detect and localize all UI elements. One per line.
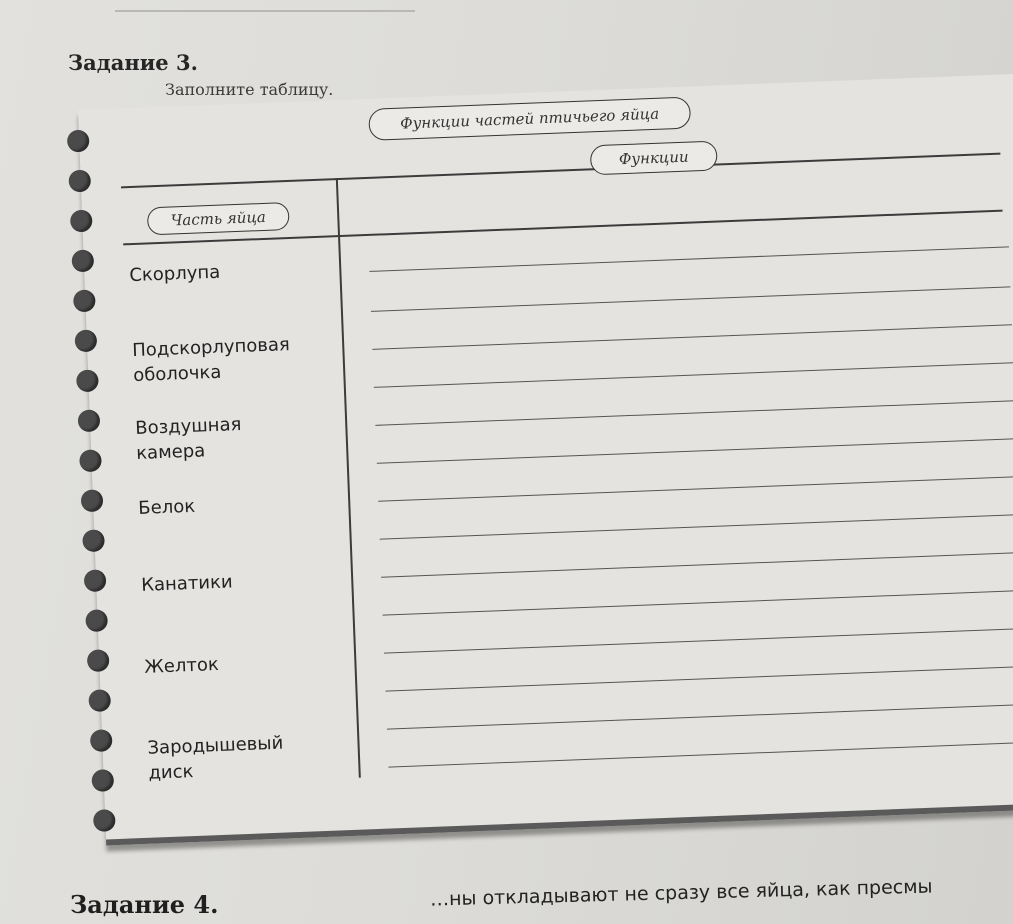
header-rule — [121, 153, 1000, 188]
task4-text: …ны откладывают не сразу все яйца, как пресмы — [429, 875, 933, 911]
task3-title: Задание 3. — [68, 50, 198, 75]
binder-ring-icon — [68, 170, 91, 193]
binder-ring-icon — [90, 729, 113, 752]
column-header-part: Часть яйца — [147, 202, 290, 235]
answer-line[interactable] — [380, 514, 1013, 540]
answer-line[interactable] — [378, 476, 1013, 502]
answer-line[interactable] — [371, 286, 1011, 312]
answer-line[interactable] — [383, 590, 1013, 616]
column-divider — [336, 178, 361, 778]
answer-line[interactable] — [372, 324, 1012, 350]
task4-title: Задание 4. — [70, 890, 219, 919]
answer-line[interactable] — [387, 704, 1013, 730]
answer-line[interactable] — [377, 438, 1013, 464]
answer-line[interactable] — [384, 628, 1013, 654]
column-header-functions: Функции — [590, 141, 718, 176]
binder-ring-icon — [91, 769, 114, 792]
row-label-shell-membrane: Подскорлуповая оболочка — [131, 334, 291, 387]
answer-line[interactable] — [386, 666, 1013, 692]
binder-ring-icon — [76, 369, 99, 392]
binder-ring-icon — [71, 250, 94, 273]
answer-line[interactable] — [374, 362, 1013, 388]
row-label-yolk: Желток — [144, 654, 220, 678]
row-label-shell: Скорлупа — [128, 261, 221, 287]
binder-ring-icon — [70, 210, 93, 233]
top-divider — [115, 10, 415, 12]
binder-ring-icon — [67, 130, 90, 153]
answer-line[interactable] — [375, 400, 1013, 426]
binder-ring-icon — [81, 489, 104, 512]
binder-ring-icon — [85, 609, 108, 632]
row-label-chalazae: Канатики — [140, 571, 234, 596]
binder-ring-icon — [79, 449, 102, 472]
binder-ring-icon — [82, 529, 105, 552]
answer-line[interactable] — [388, 742, 1013, 768]
binder-ring-icon — [78, 409, 101, 432]
egg-functions-table — [78, 73, 1013, 845]
binder-ring-icon — [74, 329, 97, 352]
row-label-air-cell: Воздушная камера — [134, 413, 242, 465]
answer-line[interactable] — [381, 552, 1013, 578]
task3-instruction: Заполните таблицу. — [165, 80, 334, 99]
answer-line[interactable] — [369, 246, 1009, 272]
table-title: Функции частей птичьего яйца — [368, 96, 691, 140]
binder-ring-icon — [88, 689, 111, 712]
row-label-germinal-disc: Зародышевый диск — [147, 732, 284, 784]
binder-ring-icon — [87, 649, 110, 672]
binder-ring-icon — [84, 569, 107, 592]
binder-ring-icon — [93, 809, 116, 832]
binder-ring-icon — [73, 289, 96, 312]
row-label-albumen: Белок — [137, 495, 196, 519]
